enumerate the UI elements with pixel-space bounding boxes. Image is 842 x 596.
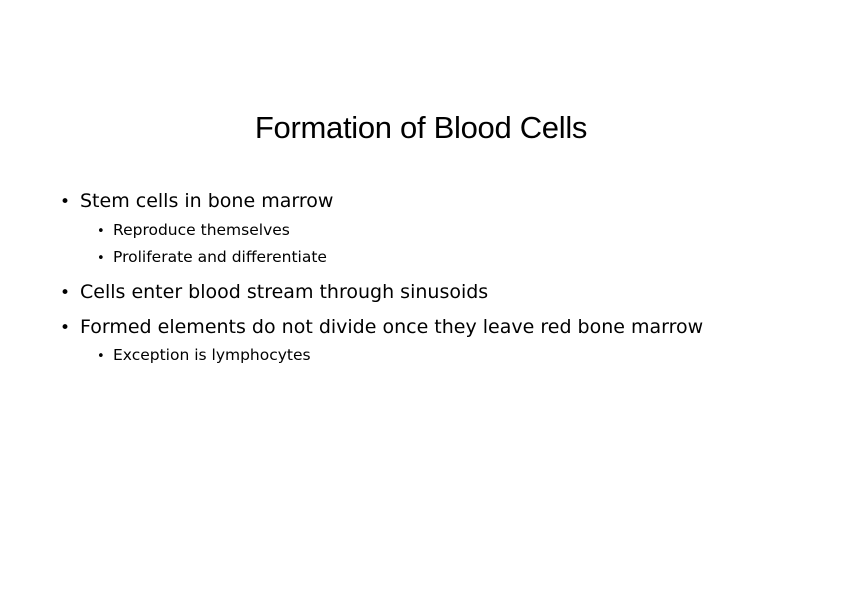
bullet-text: Reproduce themselves <box>113 221 290 239</box>
bullet-marker: • <box>60 318 71 338</box>
bullet-item <box>60 190 333 212</box>
bullet-marker: • <box>97 251 105 266</box>
bullet-marker: • <box>60 283 71 303</box>
slide-title: Formation of Blood Cells <box>254 110 588 145</box>
bullet-marker: • <box>97 224 105 239</box>
bullet-text: Stem cells in bone marrow <box>80 190 334 212</box>
sub-bullet-item <box>97 248 327 266</box>
sub-bullet-item <box>97 221 290 239</box>
bullet-item <box>60 281 488 303</box>
bullet-marker: • <box>97 349 105 364</box>
bullet-text: Cells enter blood stream through sinusoids <box>80 281 489 303</box>
bullet-text: Formed elements do not divide once they leave red bone marrow <box>80 316 704 338</box>
sub-bullet-item <box>97 346 311 364</box>
bullet-text: Proliferate and differentiate <box>113 248 327 266</box>
bullet-item <box>60 316 703 338</box>
bullet-marker: • <box>60 192 71 212</box>
bullet-text: Exception is lymphocytes <box>113 346 311 364</box>
bullet-list <box>60 0 830 596</box>
